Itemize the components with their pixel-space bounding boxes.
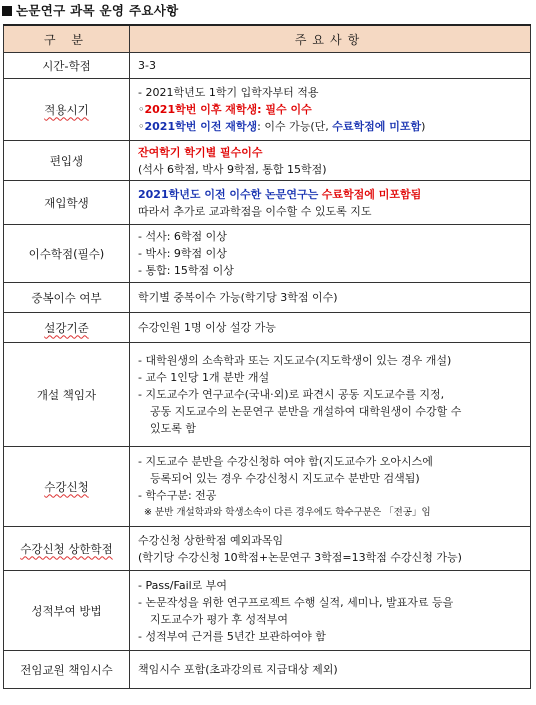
header-category: 구 분 (4, 25, 130, 53)
table-row (4, 571, 531, 651)
table-row (4, 225, 531, 283)
row-value: - 2021학년도 1학기 입학자부터 적용 ◦2021학번 이후 재학생: 필수 이수 ◦2021학번 이전 재학생: 이수 가능(단, 수료학점에 미포함) (130, 79, 531, 141)
table-row (4, 141, 531, 181)
row-value: - 대학원생의 소속학과 또는 지도교수(지도학생이 있는 경우 개설) - 교수 1인당 1개 분반 개설 - 지도교수가 연구교수(국내·외)로 파견시 공동 지도교수를 지정, 공동 지도교수의 논문연구 분반을 개설하여 대학원생이 수강할 수 있도록 함 (130, 343, 531, 447)
row-value: 잔여학기 학기별 필수이수 (석사 6학점, 박사 9학점, 통합 15학점) (130, 141, 531, 181)
row-key: 성적부여 방법 (4, 571, 130, 651)
table-row (4, 447, 531, 527)
table-header (4, 25, 531, 53)
row-key: 적용시기 (4, 79, 130, 141)
table-row (4, 283, 531, 313)
row-value: 수강인원 1명 이상 설강 가능 (130, 313, 531, 343)
row-key: 수강신청 (4, 447, 130, 527)
policy-table (3, 24, 531, 689)
table-row (4, 79, 531, 141)
row-value: - 석사: 6학점 이상 - 박사: 9학점 이상 - 통합: 15학점 이상 (130, 225, 531, 283)
black-square-icon (2, 6, 12, 16)
row-key: 재입학생 (4, 181, 130, 225)
row-key: 편입생 (4, 141, 130, 181)
table-row (4, 343, 531, 447)
table-row (4, 53, 531, 79)
row-key: 개설 책임자 (4, 343, 130, 447)
row-key: 이수학점(필수) (4, 225, 130, 283)
table-row (4, 651, 531, 689)
table-row (4, 527, 531, 571)
header-details: 주요사항 (130, 25, 531, 53)
row-value: 3-3 (130, 53, 531, 79)
page-title: 논문연구 과목 운영 주요사항 (2, 1, 178, 19)
row-key: 설강기준 (4, 313, 130, 343)
table-row (4, 181, 531, 225)
row-value: 학기별 중복이수 가능(학기당 3학점 이수) (130, 283, 531, 313)
row-value: 수강신청 상한학점 예외과목임 (학기당 수강신청 10학점+논문연구 3학점=13학점 수강신청 가능) (130, 527, 531, 571)
row-key: 시간-학점 (4, 53, 130, 79)
row-key: 전임교원 책임시수 (4, 651, 130, 689)
row-value: 2021학년도 이전 이수한 논문연구는 수료학점에 미포함됨 따라서 추가로 교과학점을 이수할 수 있도록 지도 (130, 181, 531, 225)
row-key: 수강신청 상한학점 (4, 527, 130, 571)
row-value: - 지도교수 분반을 수강신청하 여야 함(지도교수가 오아시스에 등록되어 있는 경우 수강신청시 지도교수 분반만 검색됨) - 학수구분: 전공 ※ 분반 개설학과와 학생소속이 다른 경우에도 학수구분은 「전공」임 (130, 447, 531, 527)
row-value: 책임시수 포함(초과강의료 지급대상 제외) (130, 651, 531, 689)
row-key: 중복이수 여부 (4, 283, 130, 313)
row-value: - Pass/Fail로 부여 - 논문작성을 위한 연구프로젝트 수행 실적, 세미나, 발표자료 등을 지도교수가 평가 후 성적부여 - 성적부여 근거를 5년간 보관하여야 함 (130, 571, 531, 651)
table-row (4, 313, 531, 343)
